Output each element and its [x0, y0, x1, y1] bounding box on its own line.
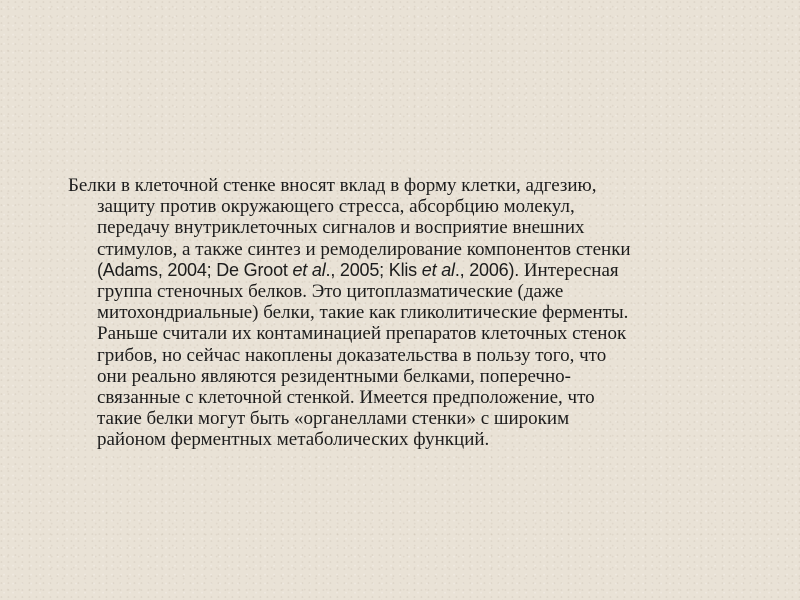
- paragraph-line: они реально являются резидентными белками, поперечно-: [97, 365, 571, 387]
- paragraph-line: грибов, но сейчас накоплены доказательства в пользу того, что: [97, 344, 607, 366]
- citation-text: ., 2005; Klis: [325, 259, 422, 280]
- paragraph-line: такие белки могут быть «органеллами стенки» с широким: [97, 408, 570, 430]
- citation-text: (Adams, 2004; De Groot: [97, 259, 293, 280]
- paragraph-line: передачу внутриклеточных сигналов и восприятие внешних: [97, 217, 585, 239]
- body-paragraph: [68, 175, 748, 451]
- paragraph-line: стимулов, а также синтез и ремоделирование компонентов стенки: [97, 238, 631, 260]
- paragraph-line: Раньше считали их контаминацией препаратов клеточных стенок: [97, 323, 627, 345]
- paragraph-line-citations: [68, 260, 748, 281]
- paragraph-line: связанные с клеточной стенкой. Имеется предположение, что: [97, 387, 595, 409]
- paragraph-line: группа стеночных белков. Это цитоплазматические (даже: [97, 281, 564, 303]
- citation-et-al: et al: [421, 259, 455, 280]
- paragraph-line: районом ферментных метаболических функций.: [97, 429, 490, 451]
- citation-et-al: et al: [292, 259, 326, 280]
- paragraph-line: митохондриальные) белки, такие как гликолитические ферменты.: [97, 302, 629, 324]
- paragraph-line: защиту против окружающего стресса, абсорбцию молекул,: [97, 196, 575, 218]
- paragraph-line: Белки в клеточной стенке вносят вклад в форму клетки, адгезию,: [68, 175, 597, 196]
- citation-text: ., 2006).: [454, 259, 520, 280]
- paragraph-text: Интересная: [519, 259, 619, 281]
